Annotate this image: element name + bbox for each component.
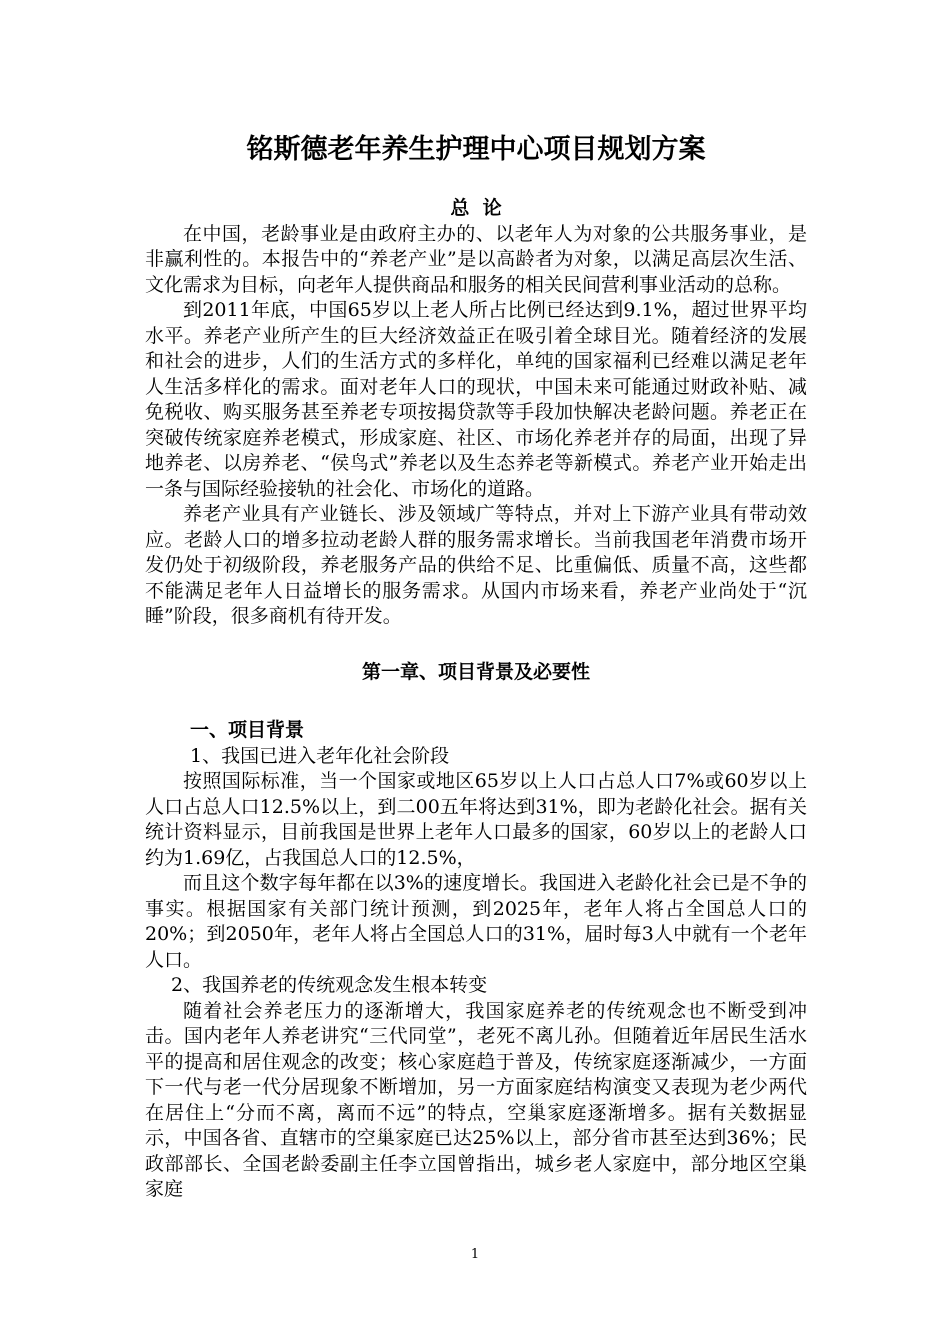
document-title: 铭斯德老年养生护理中心项目规划方案 xyxy=(246,134,706,165)
chapter-heading: 第一章、项目背景及必要性 xyxy=(361,660,590,683)
subsection-2-paragraph-1: 随着社会养老压力的逐渐增大，我国家庭养老的传统观念也不断受到冲击。国内老年人养老讲究“三代同堂”，老死不离儿孙。但随着近年居民生活水平的提高和居住观念的改变；核心家庭趋于普及，传统家庭逐渐减少，一方面下一代与老一代分居现象不断增加，另一方面家庭结构演变又表现为老少两代在居住上“分而不离，离而不远”的特点，空巢家庭逐渐增多。据有关数据显示，中国各省、直辖市的空巢家庭已达25%以上，部分省市甚至达到36%；民政部部长、全国老龄委副主任李立国曾指出，城乡老人家庭中，部分地区空巢家庭 xyxy=(145,999,807,1200)
subsection-1-paragraph-1: 按照国际标准，当一个国家或地区65岁以上人口占总人口7%或60岁以上人口占总人口12.5%以上，到二00五年将达到31%，即为老龄化社会。据有关统计资料显示，目前我国是世界上老年人口最多的国家，60岁以上的老龄人口约为1.69亿，占我国总人口的12.5%， xyxy=(145,770,807,869)
section-heading: 一、项目背景 xyxy=(190,719,305,741)
subsection-1-heading: 1、我国已进入老年化社会阶段 xyxy=(190,744,450,767)
intro-paragraph-3: 养老产业具有产业链长、涉及领域广等特点，并对上下游产业具有带动效应。老龄人口的增多拉动老龄人群的服务需求增长。当前我国老年消费市场开发仍处于初级阶段，养老服务产品的供给不足、比重偏低、质量不高，这些都不能满足老年人日益增长的服务需求。从国内市场来看，养老产业尚处于“沉睡”阶段，很多商机有待开发。 xyxy=(145,503,807,627)
intro-heading: 总 论 xyxy=(450,197,502,219)
subsection-2-heading: 2、我国养老的传统观念发生根本转变 xyxy=(171,974,488,996)
page-number: 1 xyxy=(470,1247,480,1262)
intro-paragraph-1: 在中国，老龄事业是由政府主办的、以老年人为对象的公共服务事业，是非赢利性的。本报告中的“养老产业”是以高龄者为对象，以满足高层次生活、文化需求为目标，向老年人提供商品和服务的相关民间营利事业活动的总称。 xyxy=(145,222,807,296)
intro-paragraph-2: 到2011年底，中国65岁以上老人所占比例已经达到9.1%，超过世界平均水平。养老产业所产生的巨大经济效益正在吸引着全球目光。随着经济的发展和社会的进步，人们的生活方式的多样化，单纯的国家福利已经难以满足老年人生活多样化的需求。面对老年人口的现状，中国未来可能通过财政补贴、减免税收、购买服务甚至养老专项按揭贷款等手段加快解决老龄问题。养老正在突破传统家庭养老模式，形成家庭、社区、市场化养老并存的局面，出现了异地养老、以房养老、“侯鸟式”养老以及生态养老等新模式。养老产业开始走出一条与国际经验接轨的社会化、市场化的道路。 xyxy=(145,299,807,500)
document-body xyxy=(145,132,807,1203)
subsection-1-paragraph-2: 而且这个数字每年都在以3%的速度增长。我国进入老龄化社会已是不争的事实。根据国家有关部门统计预测，到2025年，老年人将占全国总人口的20%；到2050年，老年人将占全国总人口的31%，届时每3人中就有一个老年人口。 xyxy=(145,872,807,971)
